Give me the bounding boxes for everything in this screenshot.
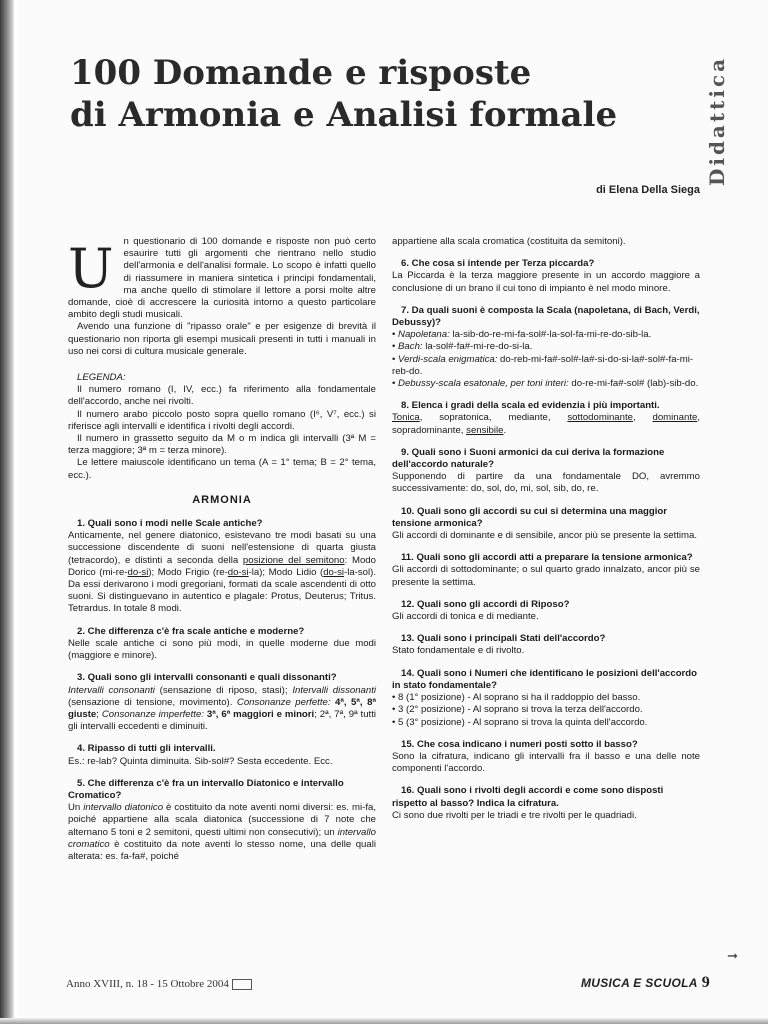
answer-8: Tonica, sopratonica, mediante, sottodominante, dominante, sopradominante, sensibile. xyxy=(392,412,700,436)
scale-napoletana: • Napoletana: la-sib-do-re-mi-fa-sol#-la-sol-fa-mi-re-do-sib-la. xyxy=(392,329,652,341)
drop-cap: U xyxy=(68,237,114,300)
question-10: 10. Quali sono gli accordi su cui si determina una maggior tensione armonica? xyxy=(392,505,668,529)
intro-paragraph-2: Avendo una funzione di "ripasso orale" e per esigenze di brevità il questionario non riporta gli esempi musicali presenti in tutti i manuali in uso nei corsi di cultura musicale generale. xyxy=(68,321,376,357)
intro-text-1: n questionario di 100 domande e risposte non può certo esaurire tutti gli argomenti che rientrano nello studio dell'armonia e dell'analisi formale. Lo scopo è infatti quello di riassumere in maniera sintetica i principi fondamentali, ma anche quello di stimolare il lettore a porsi molte altre domande, cioè di accrescere la curiosità intorno a questo particolare ambito degli studi musicali. xyxy=(68,236,376,321)
scan-edge-bottom xyxy=(0,1018,768,1024)
question-11: 11. Quali sono gli accordi atti a preparare la tensione armonica? xyxy=(401,552,693,564)
question-5: 5. Che differenza c'è fra un intervallo Diatonico e intervallo Cromatico? xyxy=(68,777,344,801)
question-3: 3. Quali sono gli intervalli consonanti e quali dissonanti? xyxy=(77,672,337,684)
answer-9: Supponendo di partire da una fondamentale DO, avremmo successivamente: do, sol, do, mi, sol, sib, do, re. xyxy=(392,471,700,495)
answer-11: Gli accordi di sottodominante; o sul quarto grado innalzato, ancor più se presente la settima. xyxy=(392,564,700,588)
legend-title: LEGENDA: xyxy=(77,372,126,384)
legend-line-1: Il numero romano (I, IV, ecc.) fa riferimento alla fondamentale dell'accordo, anche nei rivolti. xyxy=(68,384,376,408)
answer-10: Gli accordi di dominante e di sensibile, ancor più se presente la settima. xyxy=(392,530,698,542)
intro-paragraph-1 xyxy=(68,236,376,321)
question-4: 4. Ripasso di tutti gli intervalli. xyxy=(77,743,216,755)
footer-magazine xyxy=(581,974,710,992)
answer-12: Gli accordi di tonica e di mediante. xyxy=(392,611,539,623)
right-column xyxy=(392,236,700,822)
question-16: 16. Quali sono i rivolti degli accordi e come sono disposti rispetto al basso? Indica la cifratura. xyxy=(392,785,664,809)
scale-bach: • Bach: la-sol#-fa#-mi-re-do-si-la. xyxy=(392,341,533,353)
position-2: • 3 (2° posizione) - Al soprano si trova la terza dell'accordo. xyxy=(392,704,643,716)
question-12: 12. Quali sono gli accordi di Riposo? xyxy=(401,598,570,610)
answer-1: Anticamente, nel genere diatonico, esistevano tre modi basati su una successione discendente di suoni nell'estensione di quarta giusta (tetracordo), e distinti a seconda della posizione del semitono: Modo Dorico (mi-re-do-si); Modo Frigio (re-do-si-la); Modo Lidio (do-si-la-sol). Da essi derivarono i modi gregoriani, formati da scale ascendenti di otto suoni. Si distinguevano in autentico e plagale: Protus, Deuterus; Tritus. Tetrardus. In totale 8 modi. xyxy=(68,530,376,615)
article-title xyxy=(70,52,710,136)
answer-2: Nelle scale antiche ci sono più modi, in quelle moderne due modi (maggiore e minore). xyxy=(68,637,376,662)
question-6: 6. Che cosa si intende per Terza piccarda? xyxy=(401,258,595,270)
section-side-label: Didattica xyxy=(705,55,729,186)
footer-issue xyxy=(66,978,252,990)
question-15: 15. Che cosa indicano i numeri posti sotto il basso? xyxy=(401,738,638,750)
answer-3: Intervalli consonanti (sensazione di riposo, stasi); Intervalli dissonanti (sensazione di tensione, movimento). Consonanze perfette: 4ª, 5ª, 8ª giuste; Consonanze imperfette: 3ª, 6ª maggiori e minori; 2ª, 7ª, 9ª tutti gli intervalli eccedenti e diminuiti. xyxy=(68,684,377,733)
answer-5: Un intervallo diatonico è costituito da note aventi nomi diversi: es. mi-fa, poiché appartiene alla scala diatonica (successione di 7 note che alternano 5 toni e 2 semitoni, questi ultimi non consecutivi); un intervallo cromatico è costituito da note aventi lo stesso nome, una delle quali alterata: es. fa-fa#, poiché xyxy=(68,802,376,862)
magazine-name: MUSICA E SCUOLA xyxy=(580,976,698,990)
question-14: 14. Quali sono i Numeri che identificano le posizioni dell'accordo in stato fondamentale? xyxy=(392,667,698,691)
question-7: 7. Da quali suoni è composta la Scala (napoletana, di Bach, Verdi, Debussy)? xyxy=(392,304,700,329)
footer-logo-box xyxy=(232,979,252,990)
legend-line-2: Il numero arabo piccolo posto sopra quello romano (I⁶, V⁷, ecc.) si riferisce agli intervalli e identifica i rivolti degli accordi. xyxy=(68,408,376,432)
question-13: 13. Quali sono i principali Stati dell'accordo? xyxy=(401,633,606,645)
scan-edge xyxy=(0,0,14,1024)
answer-5-continued: appartiene alla scala cromatica (costituita da semitoni). xyxy=(392,236,626,247)
title-line-2: di Armonia e Analisi formale xyxy=(70,95,618,135)
left-column xyxy=(68,236,376,863)
question-8: 8. Elenca i gradi della scala ed evidenzia i più importanti. xyxy=(401,400,660,412)
scale-debussy: • Debussy-scala esatonale, per toni interi: do-re-mi-fa#-sol# (lab)-sib-do. xyxy=(392,378,699,390)
answer-15: Sono la cifratura, indicano gli intervalli fra il basso e una delle note componenti l'accordo. xyxy=(392,750,700,775)
question-2: 2. Che differenza c'è fra scale antiche e moderne? xyxy=(77,625,305,637)
legend-line-4: Le lettere maiuscole identificano un tema (A = 1° tema; B = 2° tema, ecc.). xyxy=(68,457,376,481)
position-1: • 8 (1° posizione) - Al soprano si ha il raddoppio del basso. xyxy=(392,692,641,704)
answer-13: Stato fondamentale e di rivolto. xyxy=(392,645,525,657)
author-byline: di Elena Della Siega xyxy=(596,184,700,196)
answer-7 xyxy=(392,329,700,390)
question-1: 1. Quali sono i modi nelle Scale antiche? xyxy=(77,518,263,530)
question-9: 9. Quali sono i Suoni armonici da cui deriva la formazione dell'accordo naturale? xyxy=(392,446,665,471)
issue-text: Anno XVIII, n. 18 - 15 Ottobre 2004 xyxy=(66,978,229,990)
answer-6: La Piccarda è la terza maggiore presente in un accordo maggiore a conclusione di un brano il cui tono di impianto è nel modo minore. xyxy=(392,270,700,294)
title-line-1: 100 Domande e risposte xyxy=(70,53,532,93)
legend-line-3: Il numero in grassetto seguito da M o m indica gli intervalli (3ª M = terza maggiore; 3ª m = terza minore). xyxy=(68,433,376,457)
answer-4: Es.: re-lab? Quinta diminuita. Sib-sol#? Sesta eccedente. Ecc. xyxy=(68,755,333,767)
page-number: 9 xyxy=(701,974,710,991)
answer-14 xyxy=(392,692,700,729)
continue-arrow-icon: ➞ xyxy=(727,948,738,963)
position-3: • 5 (3° posizione) - Al soprano si trova la quinta dell'accordo. xyxy=(392,716,648,728)
section-heading: ARMONIA xyxy=(192,493,252,506)
answer-16: Ci sono due rivolti per le triadi e tre rivolti per le quadriadi. xyxy=(392,809,637,821)
scale-verdi: • Verdi-scala enigmatica: do-reb-mi-fa#-sol#-la#-si-do-si-la#-sol#-fa-mi-reb-do. xyxy=(392,353,694,377)
